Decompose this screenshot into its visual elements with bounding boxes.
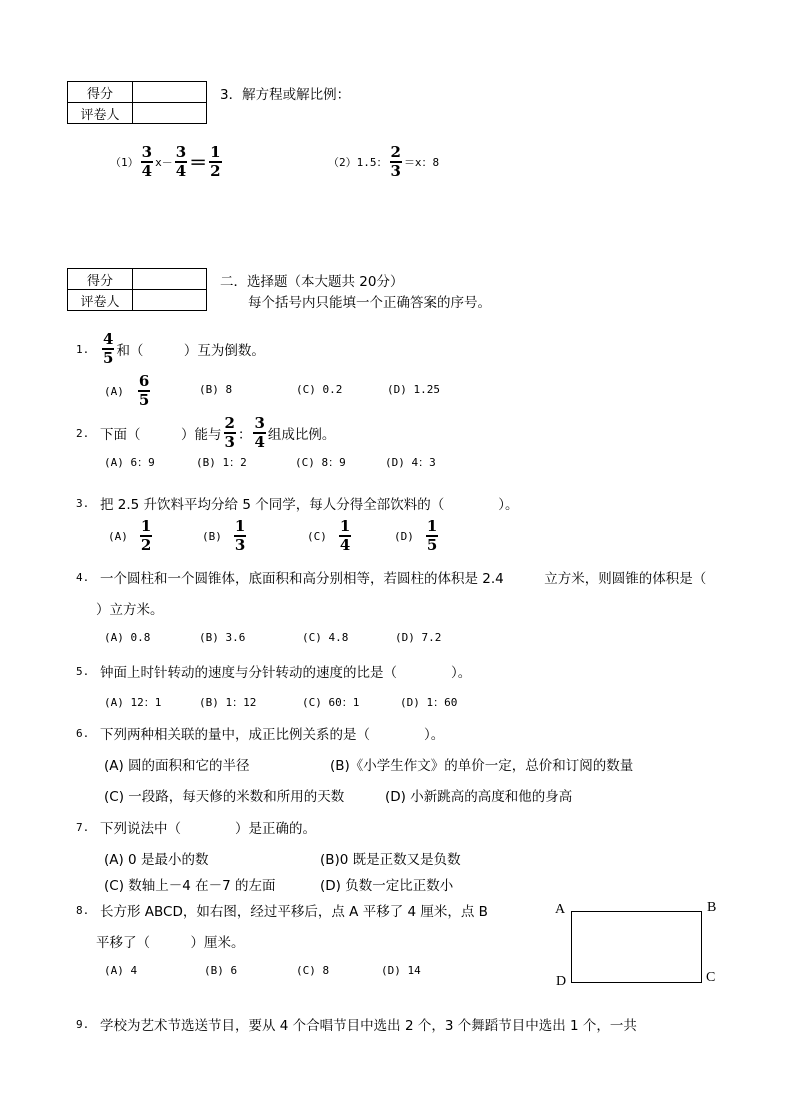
- eq2-label: （2）1.5：: [328, 156, 388, 169]
- q4-text-line1: 一个圆柱和一个圆锥体，底面积和高分别相等，若圆柱的体积是 2.4 立方米，则圆锥的体积是（: [100, 571, 707, 587]
- q8-number: 8.: [76, 903, 90, 917]
- question-3: [76, 493, 518, 513]
- eq2-fraction: $\frac{2}{3}$: [390, 143, 401, 180]
- q8-option-b[interactable]: (B) 6: [204, 964, 238, 977]
- question-1: [76, 331, 265, 367]
- q5-number: 5.: [76, 664, 90, 678]
- section2-instruction: 每个括号内只能填一个正确答案的序号。: [248, 295, 491, 311]
- q2-text-post: 组成比例。: [267, 427, 336, 443]
- q1-number: 1.: [76, 342, 90, 356]
- q8-text-line2: 平移了（ ）厘米。: [96, 935, 245, 951]
- question-8: [76, 900, 488, 920]
- grader-blank[interactable]: [133, 103, 207, 124]
- eq1-fraction-2: $\frac{3}{4}$: [175, 143, 187, 180]
- q2-colon: ：: [237, 427, 252, 443]
- q4-option-b[interactable]: (B) 3.6: [199, 631, 246, 644]
- q9-text: 学校为艺术节选送节目，要从 4 个合唱节目中选出 2 个，3 个舞蹈节目中选出 1 个，一共: [100, 1018, 637, 1034]
- q2-option-d[interactable]: (D) 4：3: [385, 456, 436, 469]
- q8-text-line1: 长方形 ABCD，如右图，经过平移后，点 A 平移了 4 厘米，点 B: [100, 904, 488, 920]
- q6-option-a[interactable]: (A) 圆的面积和它的半径: [104, 758, 250, 774]
- question-4: [76, 567, 706, 587]
- grader-label: 评卷人: [68, 290, 133, 311]
- q1-options: [104, 373, 152, 409]
- q4-text-line2: ）立方米。: [96, 602, 164, 618]
- q5-option-c[interactable]: (C) 60：1: [302, 696, 360, 709]
- q1-text: 和（ ）互为倒数。: [116, 343, 265, 359]
- vertex-label-c: C: [706, 970, 716, 985]
- eq2-rest: ＝x：8: [403, 156, 440, 169]
- q5-option-a[interactable]: (A) 12：1: [104, 696, 162, 709]
- q1-option-b[interactable]: (B) 8: [199, 383, 233, 396]
- q6-option-b[interactable]: (B)《小学生作文》的单价一定，总价和订阅的数量: [330, 758, 634, 774]
- equation-2: [328, 144, 439, 180]
- q3-text: 把 2.5 升饮料平均分给 5 个同学，每人分得全部饮料的（ ）。: [100, 497, 519, 513]
- rectangle-abcd-figure: [571, 911, 702, 983]
- score-blank[interactable]: [133, 269, 207, 290]
- q3-option-b[interactable]: (B) $\frac{1}{3}$: [202, 517, 246, 554]
- q7-option-b[interactable]: (B)0 既是正数又是负数: [320, 852, 461, 868]
- grader-label: 评卷人: [68, 103, 133, 124]
- q4-option-c[interactable]: (C) 4.8: [302, 631, 349, 644]
- q3-number: 3.: [76, 496, 90, 510]
- q2-option-a[interactable]: (A) 6：9: [104, 456, 155, 469]
- question-5: [76, 661, 471, 681]
- q6-number: 6.: [76, 726, 90, 740]
- q5-option-d[interactable]: (D) 1：60: [400, 696, 458, 709]
- equation-1: [110, 144, 224, 180]
- q1-fraction: $\frac{4}{5}$: [103, 330, 114, 367]
- question-6: [76, 723, 444, 743]
- q7-option-c[interactable]: (C) 数轴上－4 在－7 的左面: [104, 878, 276, 894]
- vertex-label-a: A: [555, 902, 566, 917]
- q7-text: 下列说法中（ ）是正确的。: [100, 821, 316, 837]
- score-table-1: [67, 81, 207, 124]
- q2-number: 2.: [76, 426, 90, 440]
- q6-option-c[interactable]: (C) 一段路，每天修的米数和所用的天数: [104, 789, 345, 805]
- eq1-fraction-3: $\frac{1}{2}$: [210, 143, 221, 180]
- q8-option-d[interactable]: (D) 14: [381, 964, 421, 977]
- q7-number: 7.: [76, 820, 90, 834]
- q7-option-a[interactable]: (A) 0 是最小的数: [104, 852, 209, 868]
- section3-title: 3．解方程或解比例：: [220, 87, 351, 103]
- q4-option-a[interactable]: (A) 0.8: [104, 631, 151, 644]
- question-9: [76, 1014, 637, 1034]
- q8-option-c[interactable]: (C) 8: [296, 964, 330, 977]
- eq1-equals: ＝: [189, 153, 208, 173]
- score-blank[interactable]: [133, 82, 207, 103]
- eq1-fraction-1: $\frac{3}{4}$: [141, 143, 153, 180]
- q1-option-a[interactable]: (A): [104, 384, 124, 398]
- q3-option-a[interactable]: (A) $\frac{1}{2}$: [108, 517, 152, 554]
- q2-text-pre: 下面（ ）能与: [100, 427, 222, 443]
- q7-option-d[interactable]: (D) 负数一定比正数小: [320, 878, 454, 894]
- question-2: [76, 415, 335, 451]
- score-label: 得分: [68, 269, 133, 290]
- score-table-2: [67, 268, 207, 311]
- q3-option-c[interactable]: (C) $\frac{1}{4}$: [307, 517, 351, 554]
- q1-option-d[interactable]: (D) 1.25: [387, 383, 440, 396]
- section2-title: 二．选择题（本大题共 20分）: [220, 274, 404, 290]
- eq1-label: （1）: [110, 156, 139, 169]
- q6-option-d[interactable]: (D) 小新跳高的高度和他的身高: [385, 789, 573, 805]
- q8-option-a[interactable]: (A) 4: [104, 964, 138, 977]
- vertex-label-b: B: [707, 900, 717, 915]
- q6-text: 下列两种相关联的量中，成正比例关系的是（ ）。: [100, 727, 445, 743]
- question-7: [76, 817, 316, 837]
- q2-fraction-2: $\frac{3}{4}$: [254, 414, 265, 451]
- eq1-minus: x－: [155, 156, 173, 169]
- q1-option-a-fraction: $\frac{6}{5}$: [138, 372, 150, 409]
- grader-blank[interactable]: [133, 290, 207, 311]
- score-label: 得分: [68, 82, 133, 103]
- q2-option-c[interactable]: (C) 8：9: [295, 456, 346, 469]
- q4-number: 4.: [76, 570, 90, 584]
- vertex-label-d: D: [556, 974, 567, 989]
- q4-option-d[interactable]: (D) 7.2: [395, 631, 442, 644]
- q5-option-b[interactable]: (B) 1：12: [199, 696, 257, 709]
- q2-option-b[interactable]: (B) 1：2: [196, 456, 247, 469]
- q3-option-d[interactable]: (D) $\frac{1}{5}$: [394, 517, 438, 554]
- q5-text: 钟面上时针转动的速度与分针转动的速度的比是（ ）。: [100, 665, 472, 681]
- q1-option-c[interactable]: (C) 0.2: [296, 383, 343, 396]
- q9-number: 9.: [76, 1017, 90, 1031]
- q2-fraction-1: $\frac{2}{3}$: [224, 414, 235, 451]
